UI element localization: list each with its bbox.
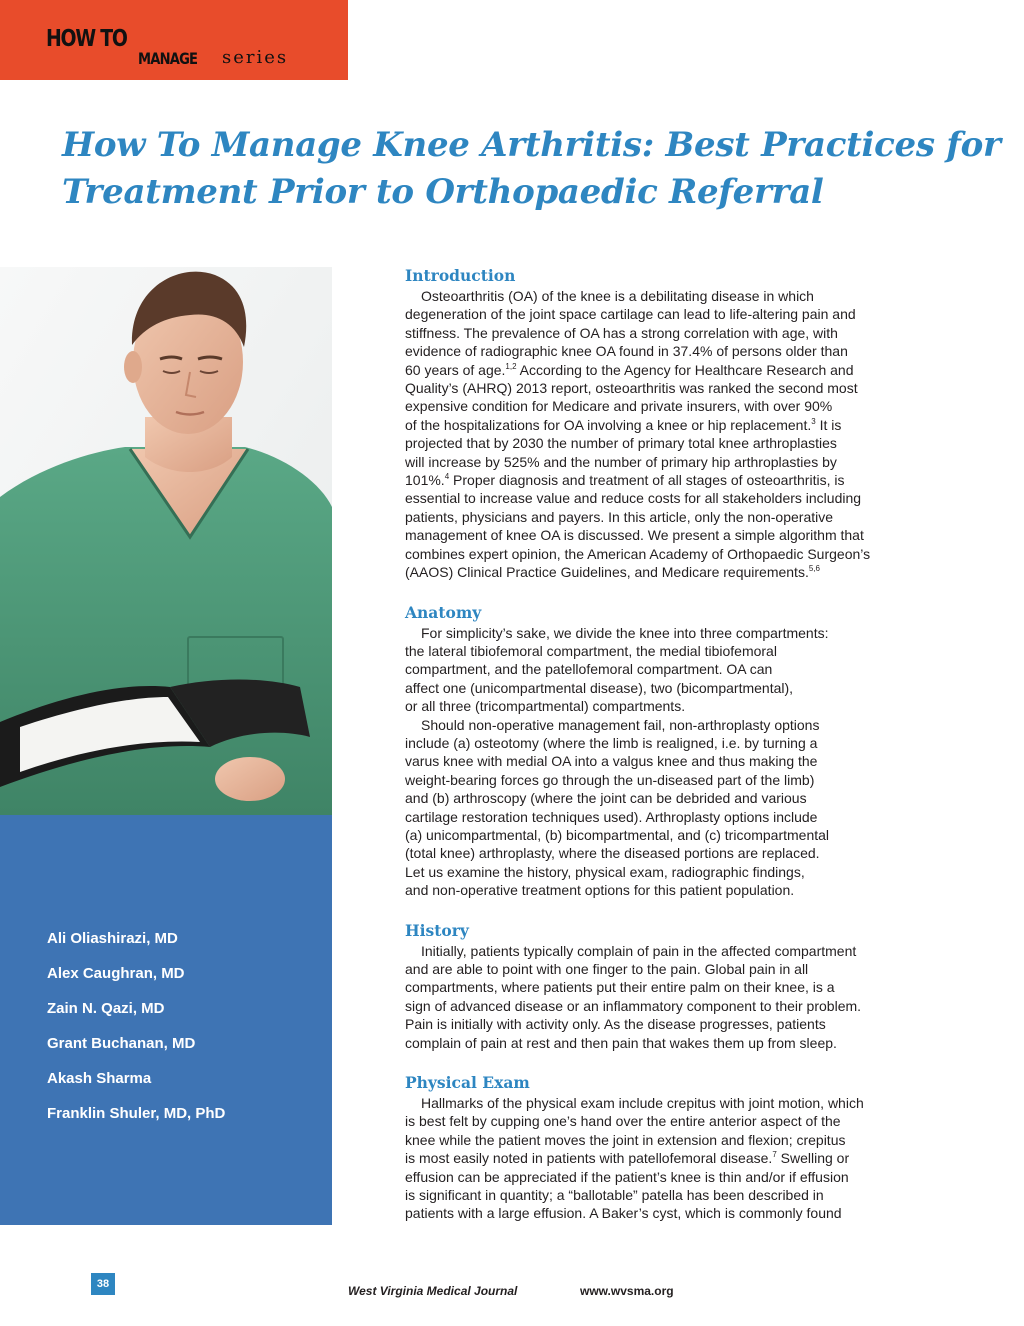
citation-sup: 5,6 <box>808 564 820 574</box>
citation-sup: 7 <box>772 1150 777 1160</box>
text-line: complain of pain at rest and then pain that wakes them up from sleep. <box>405 1034 837 1051</box>
author-name: Grant Buchanan, MD <box>47 1035 196 1052</box>
paragraph <box>405 942 965 1052</box>
series-banner <box>0 0 348 80</box>
text-line: varus knee with medial OA into a valgus knee and thus making the <box>405 753 818 770</box>
text-run: 60 years of age. <box>405 361 506 378</box>
text-line <box>405 471 965 489</box>
page-number: 38 <box>91 1273 115 1295</box>
citation-sup: 4 <box>444 472 450 482</box>
text-line: is significant in quantity; a “ballotable” patella has been described in <box>405 1187 824 1204</box>
text-line: Let us examine the history, physical exam, radiographic findings, <box>405 863 805 880</box>
paragraph <box>405 624 965 900</box>
article-title-line-2: Treatment Prior to Orthopaedic Referral <box>62 172 824 212</box>
text-line: the lateral tibiofemoral compartment, the medial tibiofemoral <box>405 642 777 659</box>
text-line: projected that by 2030 the number of primary total knee arthroplasties <box>405 435 837 452</box>
section-heading: Anatomy <box>405 602 482 622</box>
text-line: patients, physicians and payers. In this article, only the non-operative <box>405 508 834 525</box>
text-line: Osteoarthritis (OA) of the knee is a debilitating disease in which <box>421 288 814 304</box>
authors-panel <box>0 815 332 1225</box>
text-run: According to the Agency for Healthcare Research and <box>516 361 854 378</box>
author-name: Alex Caughran, MD <box>47 965 185 982</box>
text-run: Swelling or <box>776 1150 850 1167</box>
text-line: Hallmarks of the physical exam include crepitus with joint motion, which <box>421 1095 864 1112</box>
banner-manage: MANAGE <box>138 49 198 68</box>
text-line: compartment, and the patellofemoral compartment. OA can <box>405 661 773 678</box>
text-line: sign of advanced disease or an inflammatory component to their problem. <box>405 997 862 1014</box>
text-line: degeneration of the joint space cartilage can lead to life-altering pain and <box>405 306 856 323</box>
text-line: and are able to point with one finger to the pain. Global pain in all <box>405 961 809 977</box>
author-name: Akash Sharma <box>47 1070 152 1087</box>
text-line: Quality’s (AHRQ) 2013 report, osteoarthritis was ranked the second most <box>405 380 858 397</box>
section-physical-exam <box>405 1072 965 1223</box>
section-heading: Introduction <box>405 266 516 285</box>
journal-website: www.wvsma.org <box>580 1284 674 1298</box>
section-heading: Physical Exam <box>405 1073 530 1093</box>
section-introduction <box>405 265 965 582</box>
text-line: and non-operative treatment options for this patient population. <box>405 882 795 899</box>
text-run: (AAOS) Clinical Practice Guidelines, and Medicare requirements. <box>405 564 809 581</box>
text-line: or all three (tricompartmental) compartments. <box>405 698 686 715</box>
text-line: patients with a large effusion. A Baker’s cyst, which is commonly found <box>405 1205 842 1222</box>
citation-sup: 1,2 <box>505 361 517 371</box>
banner-how-to: HOW TO <box>46 26 127 52</box>
physician-illustration <box>0 267 332 815</box>
paragraph <box>405 1094 965 1223</box>
text-line: essential to increase value and reduce costs for all stakeholders including <box>405 490 862 507</box>
paragraph <box>405 287 965 582</box>
text-line: compartments, where patients put their entire palm on their knee, is a <box>405 979 835 996</box>
text-run: of the hospitalizations for OA involving a knee or hip replacement. <box>405 416 812 433</box>
article-body <box>405 265 965 1231</box>
text-line: cartilage restoration techniques used). Arthroplasty options include <box>405 808 818 825</box>
author-name: Ali Oliashirazi, MD <box>47 930 178 947</box>
section-anatomy <box>405 602 965 900</box>
text-line: Should non-operative management fail, non-arthroplasty options <box>421 716 820 733</box>
text-line <box>405 416 965 434</box>
article-title-line-1: How To Manage Knee Arthritis: Best Practices for <box>62 125 1001 165</box>
text-line: include (a) osteotomy (where the limb is realigned, i.e. by turning a <box>405 734 818 751</box>
text-line: For simplicity’s sake, we divide the knee into three compartments: <box>421 624 829 641</box>
text-line: (total knee) arthroplasty, where the diseased portions are replaced. <box>405 845 820 862</box>
physician-reading-photo <box>0 267 332 815</box>
text-line <box>405 1149 965 1167</box>
journal-name: West Virginia Medical Journal <box>348 1284 518 1298</box>
section-history <box>405 920 965 1052</box>
text-line: stiffness. The prevalence of OA has a strong correlation with age, with <box>405 324 838 341</box>
text-line: effusion can be appreciated if the patient’s knee is thin and/or if effusion <box>405 1168 849 1185</box>
text-run: is most easily noted in patients with patellofemoral disease. <box>405 1150 773 1167</box>
text-line: combines expert opinion, the American Academy of Orthopaedic Surgeon’s <box>405 545 871 562</box>
text-line: knee while the patient moves the joint in extension and flexion; crepitus <box>405 1131 846 1148</box>
author-list <box>47 921 225 1131</box>
text-line <box>405 361 965 379</box>
text-line: is best felt by cupping one’s hand over the entire anterior aspect of the <box>405 1113 841 1130</box>
text-line: management of knee OA is discussed. We present a simple algorithm that <box>405 527 864 544</box>
text-line: and (b) arthroscopy (where the joint can be debrided and various <box>405 790 807 807</box>
banner-series: series <box>222 47 289 68</box>
text-line: will increase by 525% and the number of primary hip arthroplasties by <box>405 453 837 470</box>
text-run: It is <box>815 416 842 433</box>
text-run: 101%. <box>405 472 445 489</box>
text-line: (a) unicompartmental, (b) bicompartmental, and (c) tricompartmental <box>405 826 830 843</box>
article-title <box>62 122 1001 216</box>
text-run: Proper diagnosis and treatment of all stages of osteoarthritis, is <box>449 472 845 489</box>
section-heading: History <box>405 920 469 940</box>
author-name: Zain N. Qazi, MD <box>47 1000 165 1017</box>
text-line: affect one (unicompartmental disease), two (bicompartmental), <box>405 679 794 696</box>
text-line: evidence of radiographic knee OA found in 37.4% of persons older than <box>405 343 848 360</box>
text-line: weight-bearing forces go through the un-diseased part of the limb) <box>405 771 815 788</box>
text-line: Pain is initially with activity only. As the disease progresses, patients <box>405 1016 826 1033</box>
author-name: Franklin Shuler, MD, PhD <box>47 1105 226 1122</box>
text-line: expensive condition for Medicare and private insurers, with over 90% <box>405 398 833 415</box>
text-line <box>405 563 965 581</box>
citation-sup: 3 <box>811 416 816 426</box>
text-line: Initially, patients typically complain of pain in the affected compartment <box>421 942 857 959</box>
